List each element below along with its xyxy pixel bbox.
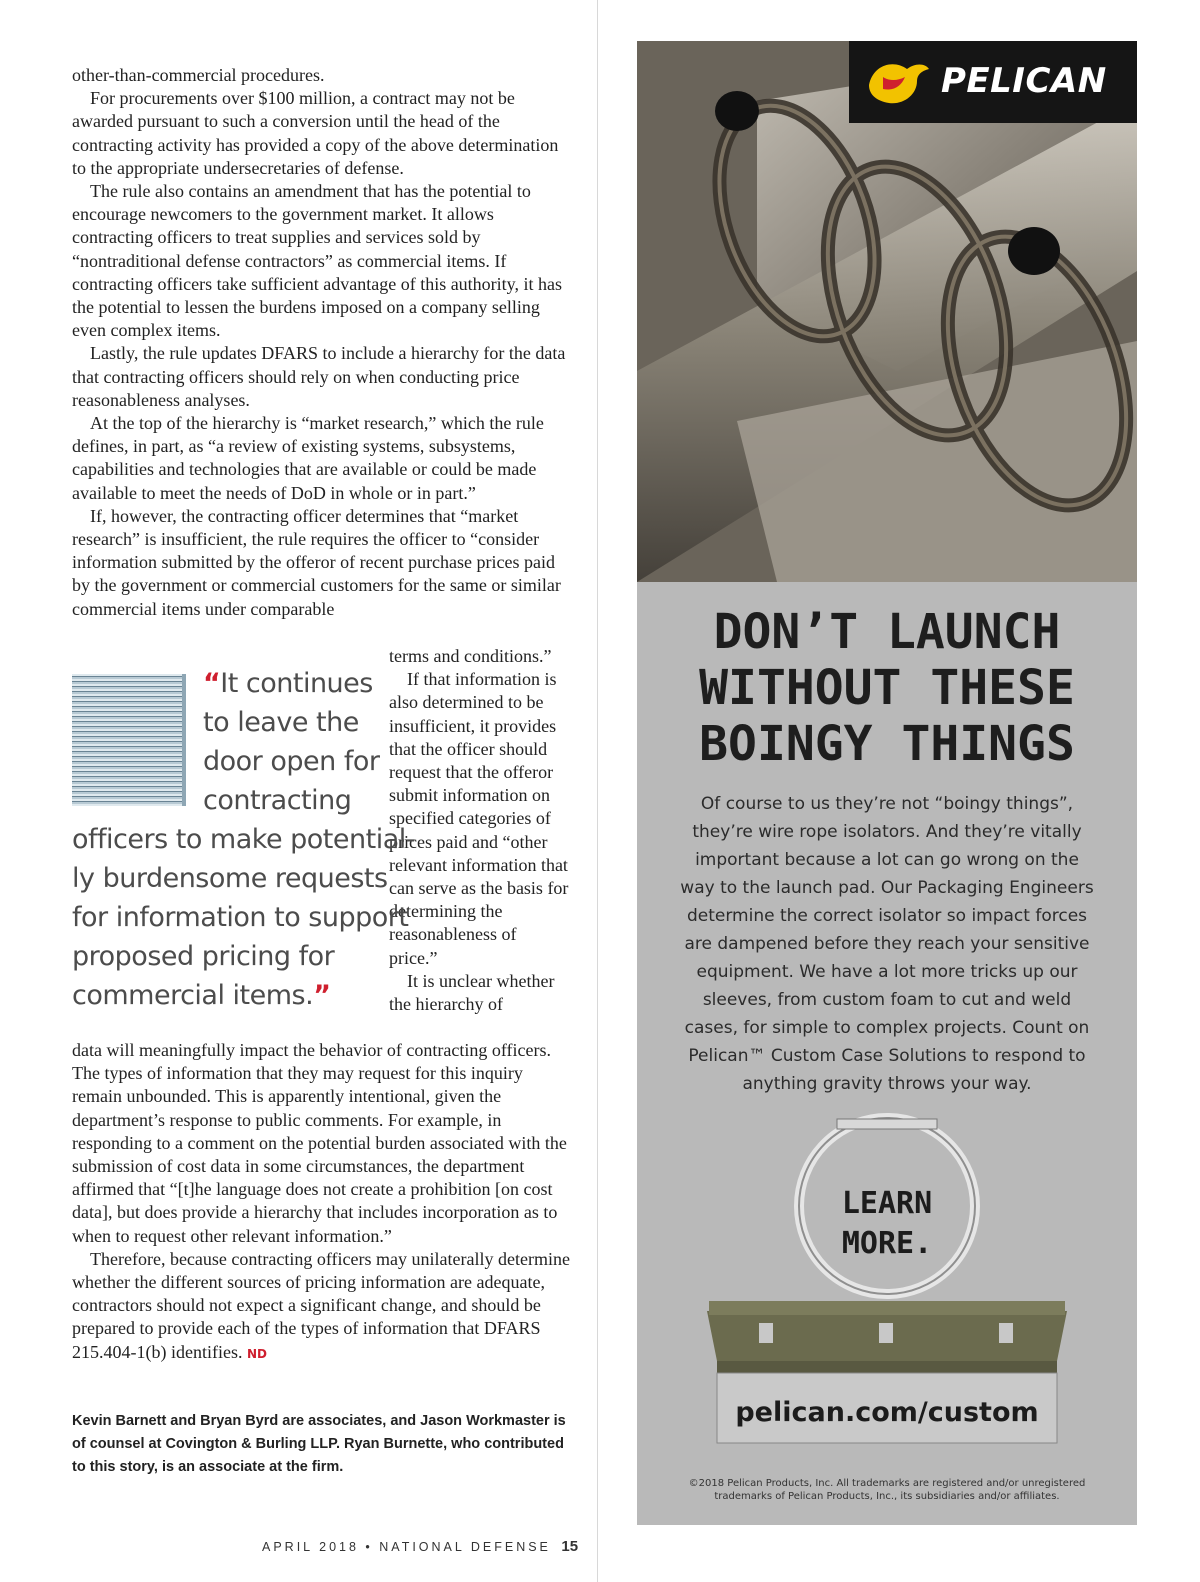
pull-quote-line: contracting [203, 785, 352, 816]
article-paragraph: It is unclear whether the hierarchy of [389, 970, 555, 1015]
ad-body-copy [667, 790, 1107, 1098]
pull-quote-text: commercial items. [72, 980, 314, 1011]
folio [262, 1538, 578, 1555]
wire-rope-isolator-photo [637, 41, 1137, 582]
learn-more-button[interactable] [787, 1184, 987, 1264]
ad-body-line: anything gravity throws your way. [742, 1074, 1032, 1094]
ad-body-line: Of course to us they’re not “boingy things”, [700, 794, 1074, 814]
pull-quote-line: to leave the [203, 707, 359, 738]
folio-text: APRIL 2018 • NATIONAL DEFENSE [262, 1540, 551, 1554]
article-text: Therefore, because contracting officers may unilaterally determine whether the different sources of pricing information are adequate, contractors should not expect a significant change, and should be prepared to provide each of the types of information that DFARS 215.404-1(b) identifies. [72, 1248, 570, 1362]
pull-quote [72, 664, 415, 1015]
ad-body-line: sleeves, from custom foam to cut and weld [702, 990, 1072, 1010]
open-quote-mark: “ [203, 668, 221, 699]
ad-legal-text [657, 1477, 1117, 1503]
ad-body-line: important because a lot can go wrong on the [695, 850, 1079, 870]
pull-quote-line: ly burdensome requests [72, 863, 388, 894]
ad-body-line: equipment. We have a lot more tricks up our [696, 962, 1078, 982]
legal-line: trademarks of Pelican Products, Inc., its subsidiaries and/or affiliates. [714, 1491, 1060, 1502]
article-column-bottom [72, 1039, 572, 1366]
article-paragraph: Lastly, the rule updates DFARS to include a hierarchy for the data that contracting officers should rely on when conducting price reasonableness analyses. [72, 343, 566, 410]
page-number: 15 [561, 1538, 579, 1555]
headline-line: BOINGY THINGS [699, 716, 1075, 772]
ad-body-line: they’re wire rope isolators. And they’re vitally [692, 822, 1082, 842]
learn-more-label: MORE. [841, 1226, 933, 1261]
ad-body-line: cases, for simple to complex projects. Count on [684, 1018, 1090, 1038]
article-paragraph: data will meaningfully impact the behavior of contracting officers. The types of information that they may request for this inquiry remain unbounded. This is apparently intentional, given the department’s response to public comments. For example, in responding to a comment on the potential burden associated with the submission of cost data in some circumstances, the department affirmed that “[t]he language does not create a prohibition [on cost data], but does provide a hierarchy that includes incorporation as to when to request other relevant information.” [72, 1040, 567, 1246]
article-paragraph: The rule also contains an amendment that has the potential to encourage newcomers to the government market. It allows contracting officers to treat supplies and services sold by “nontraditional defense contractors” as commercial items. If contracting officers take sufficient advantage of this authority, it has the potential to lessen the burdens imposed on a company selling even complex items. [72, 181, 563, 341]
headline-line: WITHOUT THESE [699, 660, 1075, 716]
pelican-logo-text: PELICAN [941, 61, 1107, 101]
page-gutter-divider [597, 0, 598, 1582]
headline-line: DON’T LAUNCH [713, 604, 1061, 660]
article-paragraph: If that information is also determined to be insufficient, it provides that the officer should request that the offeror submit information on specified categories of prices paid and “other relevant information that can serve as the basis for determining the reasonableness of price.” [389, 669, 569, 968]
article-paragraph: If, however, the contracting officer determines that “market research” is insufficient, the rule requires the officer to “consider information submitted by the offeror of recent purchase prices paid by the government or commercial customers for the same or similar commercial items under comparable [72, 505, 561, 619]
author-bio: Kevin Barnett and Bryan Byrd are associates, and Jason Workmaster is of counsel at Covington & Burling LLP. Ryan Burnette, who contributed to this story, is an associate at the firm. [72, 1413, 566, 1475]
pull-quote-text: It continues [220, 668, 373, 699]
article-narrow-column [389, 645, 569, 1016]
pull-quote-line [72, 664, 372, 703]
pull-quote-line: for information to support [72, 902, 409, 933]
ad-body-line: determine the correct isolator so impact forces [686, 906, 1088, 926]
ad-headline [637, 604, 1137, 772]
learn-more-label: LEARN [841, 1186, 933, 1221]
article-paragraph: At the top of the hierarchy is “market research,” which the rule defines, in part, as “a review of existing systems, subsystems, capabilities and technologies that are available or could be made available to meet the needs of DoD in whole or in part.” [72, 413, 544, 503]
close-quote-mark: ” [313, 980, 331, 1011]
article-paragraph: terms and conditions.” [389, 646, 552, 666]
ad-body-line: Pelican™ Custom Case Solutions to respond to [688, 1046, 1086, 1066]
article-paragraph: other-than-commercial procedures. [72, 65, 325, 85]
pull-quote-line: door open for [203, 746, 380, 777]
end-mark: ND [246, 1346, 267, 1361]
pull-quote-line: proposed pricing for [72, 941, 335, 972]
pelican-bird-icon [863, 55, 933, 109]
ad-body-line: are dampened before they reach your sensitive [684, 934, 1090, 954]
pelican-logo-box[interactable] [849, 41, 1137, 123]
article-paragraph: For procurements over $100 million, a contract may not be awarded pursuant to such a conversion until the head of the contracting activity has provided a copy of the above determination to the appropriate undersecretaries of defense. [72, 88, 559, 178]
ad-url-link[interactable]: pelican.com/custom [735, 1397, 1039, 1428]
article-paragraph [72, 1248, 572, 1366]
pull-quote-line: officers to make potential- [72, 824, 415, 855]
pull-quote-line [72, 976, 372, 1015]
article-column-top [72, 64, 572, 621]
legal-line: ©2018 Pelican Products, Inc. All trademarks are registered and/or unregistered [688, 1478, 1086, 1489]
pelican-advertisement[interactable] [637, 41, 1137, 1525]
ad-body-line: way to the launch pad. Our Packaging Engineers [680, 878, 1094, 898]
